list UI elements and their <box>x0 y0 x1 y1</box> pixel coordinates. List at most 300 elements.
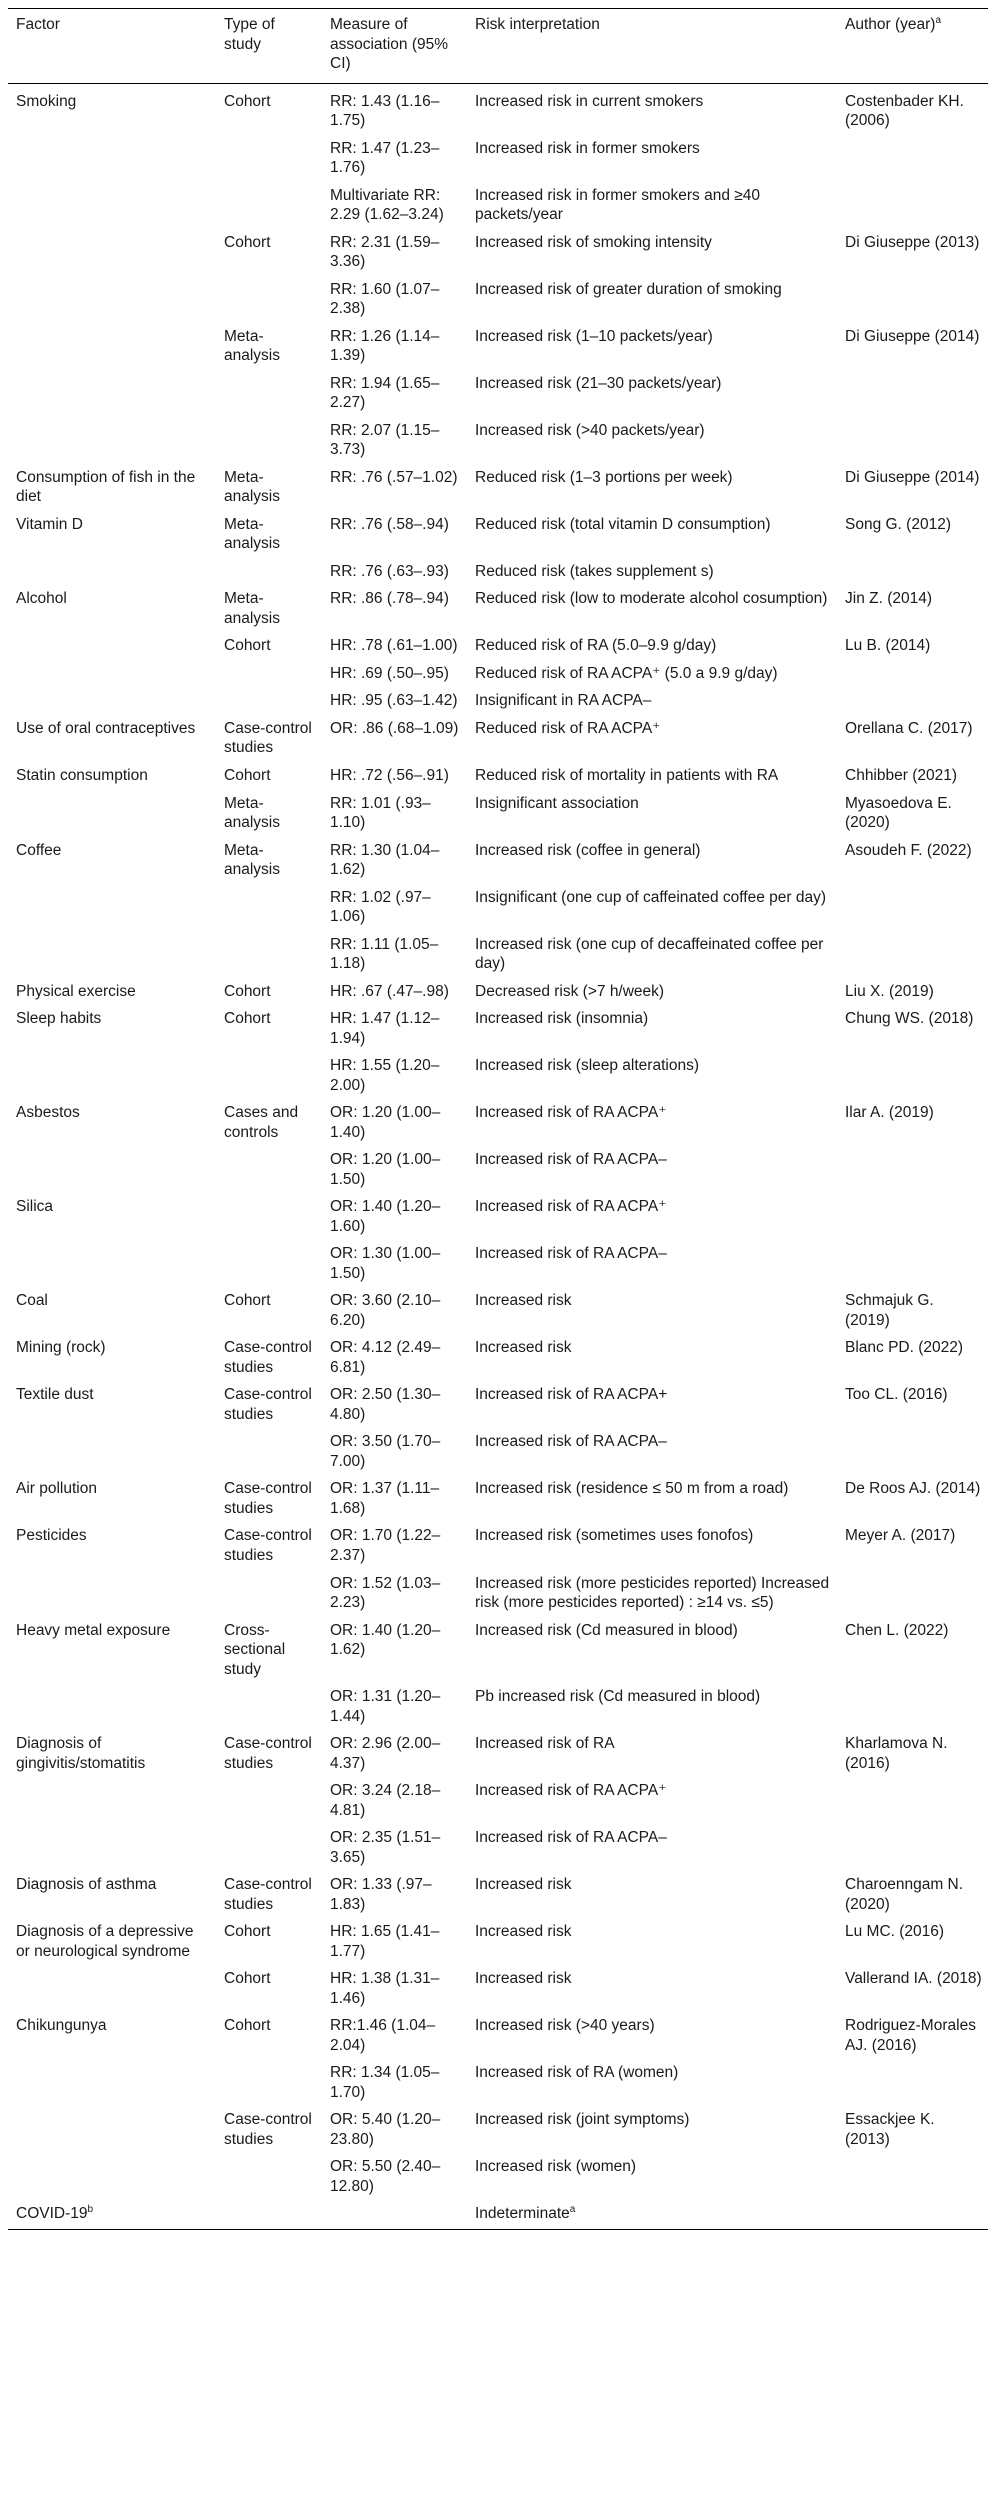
table-row <box>8 1288 988 1335</box>
cell-type-of-study <box>216 586 322 633</box>
cell-factor-text: Physical exercise <box>16 982 136 1000</box>
table-row <box>8 2107 988 2154</box>
cell-factor-text: Diagnosis of a depressive or neurological syndrome <box>16 1923 194 1960</box>
cell-risk-interpretation <box>467 979 837 1007</box>
table-row <box>8 1241 988 1288</box>
cell-risk-interpretation-text: Increased risk (one cup of decaffeinated coffee per day) <box>475 935 824 973</box>
table-row <box>8 1571 988 1618</box>
cell-type-of-study-text: Meta-analysis <box>224 590 280 627</box>
cell-factor <box>8 661 216 689</box>
cell-author-year-text: De Roos AJ. (2014) <box>845 1480 981 1498</box>
cell-risk-interpretation <box>467 2013 837 2060</box>
cell-factor <box>8 1825 216 1872</box>
cell-risk-interpretation-text: Reduced risk of mortality in patients with RA <box>475 766 779 784</box>
cell-risk-interpretation <box>467 661 837 689</box>
cell-factor <box>8 688 216 716</box>
cell-risk-interpretation <box>467 183 837 230</box>
cell-type-of-study <box>216 1335 322 1382</box>
cell-measure-text: RR: .86 (.78–.94) <box>330 590 449 608</box>
cell-author-year-text: Vallerand IA. (2018) <box>845 1970 982 1988</box>
cell-measure-text: Multivariate RR: 2.29 (1.62–3.24) <box>330 186 444 224</box>
cell-author-year <box>837 1872 988 1919</box>
cell-measure-text: HR: .72 (.56–.91) <box>330 766 449 784</box>
cell-author-year <box>837 932 988 979</box>
cell-type-of-study <box>216 2107 322 2154</box>
cell-author-year <box>837 1618 988 1685</box>
cell-measure <box>322 1919 467 1966</box>
cell-risk-interpretation-text: Increased risk (more pesticides reported) Increased risk (more pesticides reported) : ≥14 vs. ≤5) <box>475 1574 830 1612</box>
cell-risk-interpretation-text: Increased risk in former smokers and ≥40 packets/year <box>475 186 761 224</box>
cell-type-of-study <box>216 1194 322 1241</box>
cell-measure-text: OR: 1.37 (1.11–1.68) <box>330 1480 440 1517</box>
cell-risk-interpretation <box>467 838 837 885</box>
cell-author-year-text: Costenbader KH. (2006) <box>845 92 964 130</box>
cell-author-year <box>837 763 988 791</box>
cell-measure-text: OR: 1.70 (1.22–2.37) <box>330 1527 441 1564</box>
table-row <box>8 716 988 763</box>
cell-author-year <box>837 559 988 587</box>
cell-factor <box>8 83 216 136</box>
cell-measure <box>322 1147 467 1194</box>
cell-factor <box>8 1429 216 1476</box>
cell-factor <box>8 559 216 587</box>
cell-risk-interpretation <box>467 324 837 371</box>
cell-measure-text: OR: 1.40 (1.20–1.60) <box>330 1198 441 1235</box>
cell-factor <box>8 1053 216 1100</box>
cell-risk-interpretation <box>467 1241 837 1288</box>
cell-author-year-text: Orellana C. (2017) <box>845 719 973 737</box>
cell-factor <box>8 1476 216 1523</box>
cell-type-of-study <box>216 1731 322 1778</box>
cell-measure-text: RR: 1.01 (.93–1.10) <box>330 794 431 832</box>
cell-type-of-study <box>216 1778 322 1825</box>
cell-author-year <box>837 885 988 932</box>
cell-type-of-study <box>216 763 322 791</box>
table-row <box>8 1429 988 1476</box>
table-row <box>8 661 988 689</box>
table-row <box>8 512 988 559</box>
cell-measure <box>322 559 467 587</box>
cell-author-year <box>837 1288 988 1335</box>
cell-risk-interpretation-text: Increased risk in current smokers <box>475 92 704 110</box>
cell-risk-interpretation <box>467 230 837 277</box>
cell-type-of-study <box>216 1966 322 2013</box>
cell-measure <box>322 2201 467 2229</box>
cell-type-of-study <box>216 979 322 1007</box>
cell-author-year-text: Chen L. (2022) <box>845 1621 949 1639</box>
cell-measure-text: OR: 4.12 (2.49–6.81) <box>330 1339 441 1376</box>
cell-author-year <box>837 1053 988 1100</box>
cell-factor <box>8 1194 216 1241</box>
cell-type-of-study <box>216 1684 322 1731</box>
cell-risk-interpretation <box>467 1382 837 1429</box>
cell-factor <box>8 763 216 791</box>
cell-type-of-study <box>216 1523 322 1570</box>
cell-author-year-text: Di Giuseppe (2014) <box>845 468 980 486</box>
cell-type-of-study-text: Meta-analysis <box>224 841 280 879</box>
cell-type-of-study <box>216 83 322 136</box>
cell-type-of-study <box>216 2201 322 2229</box>
cell-risk-interpretation-text: Increased risk (1–10 packets/year) <box>475 327 713 345</box>
cell-measure-text: RR: 2.07 (1.15–3.73) <box>330 421 440 459</box>
cell-author-year <box>837 2013 988 2060</box>
cell-factor-text: Use of oral contraceptives <box>16 719 196 737</box>
cell-factor-text: Pesticides <box>16 1527 87 1545</box>
cell-measure-text: OR: 1.52 (1.03–2.23) <box>330 1574 441 1612</box>
cell-type-of-study <box>216 418 322 465</box>
cell-factor-text: Asbestos <box>16 1104 80 1122</box>
cell-risk-interpretation-text: Pb increased risk (Cd measured in blood) <box>475 1688 761 1706</box>
cell-measure <box>322 763 467 791</box>
table-row <box>8 979 988 1007</box>
table-row <box>8 1382 988 1429</box>
cell-risk-interpretation-text: Increased risk <box>475 1970 572 1988</box>
cell-type-of-study <box>216 1382 322 1429</box>
cell-measure-text: RR: 2.31 (1.59–3.36) <box>330 233 440 271</box>
cell-measure <box>322 1194 467 1241</box>
footnote-marker: a <box>569 2204 576 2216</box>
cell-risk-interpretation-text: Increased risk (>40 packets/year) <box>475 421 705 439</box>
table-row <box>8 2060 988 2107</box>
cell-author-year <box>837 1966 988 2013</box>
cell-risk-interpretation <box>467 1825 837 1872</box>
cell-factor <box>8 465 216 512</box>
cell-measure-text: RR: 1.60 (1.07–2.38) <box>330 280 440 318</box>
cell-measure <box>322 1966 467 2013</box>
cell-author-year <box>837 324 988 371</box>
cell-risk-interpretation-text: Reduced risk (low to moderate alcohol cosumption) <box>475 590 828 608</box>
cell-type-of-study-text: Case-control studies <box>224 1480 312 1517</box>
table-row <box>8 1872 988 1919</box>
cell-measure-text: RR: 1.43 (1.16–1.75) <box>330 92 440 130</box>
cell-measure-text: OR: 1.20 (1.00–1.40) <box>330 1104 441 1141</box>
cell-type-of-study <box>216 183 322 230</box>
cell-risk-interpretation-text: Insignificant (one cup of caffeinated coffee per day) <box>475 888 826 906</box>
cell-author-year <box>837 2201 988 2229</box>
cell-author-year <box>837 586 988 633</box>
cell-measure-text: RR: .76 (.58–.94) <box>330 515 449 533</box>
cell-risk-interpretation-text: Increased risk (insomnia) <box>475 1010 649 1028</box>
cell-risk-interpretation <box>467 1966 837 2013</box>
header-type-of-study: Type of study <box>216 9 322 84</box>
cell-measure <box>322 1825 467 1872</box>
cell-author-year <box>837 1382 988 1429</box>
cell-risk-interpretation <box>467 586 837 633</box>
cell-measure <box>322 2013 467 2060</box>
cell-factor <box>8 2201 216 2229</box>
cell-risk-interpretation <box>467 1053 837 1100</box>
cell-measure-text: RR: .76 (.57–1.02) <box>330 468 458 486</box>
cell-measure <box>322 1571 467 1618</box>
cell-factor <box>8 1966 216 2013</box>
cell-factor <box>8 1684 216 1731</box>
cell-risk-interpretation-text: Increased risk (women) <box>475 2158 637 2176</box>
cell-risk-interpretation <box>467 512 837 559</box>
cell-risk-interpretation-text: Increased risk of RA ACPA⁺ <box>475 1198 667 1216</box>
cell-measure <box>322 1053 467 1100</box>
cell-risk-interpretation <box>467 1476 837 1523</box>
cell-factor-text: Textile dust <box>16 1386 94 1404</box>
footnote-marker: b <box>87 2204 94 2216</box>
cell-measure <box>322 1100 467 1147</box>
cell-risk-interpretation <box>467 277 837 324</box>
cell-risk-interpretation-text: Reduced risk (takes supplement s) <box>475 562 714 580</box>
cell-author-year <box>837 1731 988 1778</box>
cell-author-year <box>837 418 988 465</box>
table-row <box>8 1966 988 2013</box>
cell-risk-interpretation-text: Increased risk of RA (women) <box>475 2064 679 2082</box>
cell-measure <box>322 1778 467 1825</box>
table-row <box>8 586 988 633</box>
cell-factor <box>8 230 216 277</box>
cell-risk-interpretation <box>467 465 837 512</box>
cell-risk-interpretation-text: Increased risk (joint symptoms) <box>475 2111 690 2129</box>
cell-risk-interpretation <box>467 1100 837 1147</box>
cell-measure <box>322 1429 467 1476</box>
cell-risk-interpretation-text: Indeterminate <box>475 2205 570 2223</box>
cell-factor <box>8 791 216 838</box>
cell-risk-interpretation <box>467 1194 837 1241</box>
cell-type-of-study <box>216 932 322 979</box>
cell-author-year <box>837 465 988 512</box>
cell-author-year <box>837 1006 988 1053</box>
cell-type-of-study <box>216 1618 322 1685</box>
cell-type-of-study-text: Case-control studies <box>224 1735 312 1772</box>
cell-author-year <box>837 979 988 1007</box>
cell-author-year-text: Essackjee K. (2013) <box>845 2111 935 2148</box>
cell-factor <box>8 2154 216 2201</box>
cell-measure-text: RR: 1.30 (1.04–1.62) <box>330 841 440 879</box>
cell-measure-text: RR: 1.94 (1.65–2.27) <box>330 374 440 412</box>
table-row <box>8 791 988 838</box>
cell-measure <box>322 838 467 885</box>
cell-factor <box>8 1100 216 1147</box>
cell-author-year <box>837 838 988 885</box>
cell-factor <box>8 1731 216 1778</box>
cell-risk-interpretation-text: Increased risk in former smokers <box>475 139 700 157</box>
cell-measure-text: OR: 1.33 (.97–1.83) <box>330 1876 432 1913</box>
cell-factor <box>8 512 216 559</box>
cell-measure <box>322 418 467 465</box>
cell-type-of-study <box>216 2060 322 2107</box>
cell-risk-interpretation-text: Increased risk (sleep alterations) <box>475 1057 699 1075</box>
cell-measure-text: OR: 2.50 (1.30–4.80) <box>330 1386 441 1423</box>
cell-risk-interpretation <box>467 2060 837 2107</box>
cell-measure-text: OR: .86 (.68–1.09) <box>330 719 459 737</box>
cell-risk-interpretation <box>467 2107 837 2154</box>
cell-type-of-study-text: Cases and controls <box>224 1104 299 1141</box>
cell-risk-interpretation-text: Reduced risk of RA ACPA⁺ (5.0 a 9.9 g/day) <box>475 664 778 682</box>
cell-author-year-text: Chung WS. (2018) <box>845 1010 974 1028</box>
cell-risk-interpretation-text: Increased risk of RA ACPA– <box>475 1151 667 1169</box>
cell-risk-interpretation <box>467 2201 837 2229</box>
cell-type-of-study-text: Case-control studies <box>224 1386 312 1423</box>
cell-risk-interpretation-text: Insignificant association <box>475 794 639 812</box>
cell-risk-interpretation <box>467 1429 837 1476</box>
cell-type-of-study-text: Cohort <box>224 1010 271 1028</box>
cell-author-year <box>837 716 988 763</box>
cell-factor <box>8 1288 216 1335</box>
table-body <box>8 83 988 2229</box>
cell-factor <box>8 2013 216 2060</box>
cell-risk-interpretation-text: Decreased risk (>7 h/week) <box>475 982 665 1000</box>
cell-type-of-study <box>216 1919 322 1966</box>
cell-factor-text: Coffee <box>16 841 62 859</box>
cell-author-year <box>837 1100 988 1147</box>
cell-factor <box>8 1778 216 1825</box>
cell-risk-interpretation-text: Increased risk of RA ACPA– <box>475 1245 667 1263</box>
cell-measure-text: HR: 1.47 (1.12–1.94) <box>330 1010 440 1047</box>
cell-factor-text: Diagnosis of asthma <box>16 1876 157 1894</box>
cell-type-of-study-text: Cross-sectional study <box>224 1621 286 1678</box>
cell-measure-text: RR: 1.47 (1.23–1.76) <box>330 139 440 177</box>
table-row <box>8 1194 988 1241</box>
cell-factor <box>8 371 216 418</box>
cell-risk-interpretation <box>467 1872 837 1919</box>
cell-author-year <box>837 1241 988 1288</box>
cell-risk-interpretation-text: Increased risk of RA <box>475 1735 615 1753</box>
cell-risk-interpretation <box>467 1571 837 1618</box>
table-row <box>8 2013 988 2060</box>
cell-risk-interpretation-text: Increased risk (>40 years) <box>475 2017 655 2035</box>
cell-measure-text: RR: 1.34 (1.05–1.70) <box>330 2064 440 2101</box>
cell-factor <box>8 885 216 932</box>
cell-risk-interpretation-text: Increased risk (Cd measured in blood) <box>475 1621 738 1639</box>
cell-type-of-study <box>216 465 322 512</box>
cell-measure-text: OR: 1.20 (1.00–1.50) <box>330 1151 441 1188</box>
cell-measure <box>322 230 467 277</box>
cell-author-year <box>837 1919 988 1966</box>
cell-factor-text: Mining (rock) <box>16 1339 106 1357</box>
cell-measure <box>322 586 467 633</box>
cell-type-of-study <box>216 885 322 932</box>
cell-measure-text: OR: 3.50 (1.70–7.00) <box>330 1433 441 1470</box>
cell-author-year <box>837 1523 988 1570</box>
cell-type-of-study-text: Case-control studies <box>224 2111 312 2148</box>
cell-measure-text: OR: 2.35 (1.51–3.65) <box>330 1829 441 1866</box>
table-row <box>8 688 988 716</box>
cell-measure <box>322 791 467 838</box>
cell-risk-interpretation-text: Increased risk (21–30 packets/year) <box>475 374 722 392</box>
cell-factor <box>8 1147 216 1194</box>
header-measure: Measure of association (95% CI) <box>322 9 467 84</box>
cell-type-of-study-text: Case-control studies <box>224 1339 312 1376</box>
cell-type-of-study-text: Cohort <box>224 982 271 1000</box>
cell-risk-interpretation-text: Increased risk of RA ACPA⁺ <box>475 1782 667 1800</box>
cell-factor <box>8 1919 216 1966</box>
cell-type-of-study <box>216 1825 322 1872</box>
cell-author-year <box>837 1825 988 1872</box>
cell-type-of-study <box>216 2013 322 2060</box>
cell-author-year <box>837 791 988 838</box>
cell-type-of-study <box>216 1429 322 1476</box>
cell-author-year-text: Lu B. (2014) <box>845 637 931 655</box>
table-row <box>8 932 988 979</box>
cell-risk-interpretation <box>467 559 837 587</box>
cell-author-year <box>837 2154 988 2201</box>
table-row <box>8 2201 988 2229</box>
cell-factor-text: Statin consumption <box>16 766 148 784</box>
cell-author-year-text: Too CL. (2016) <box>845 1386 948 1404</box>
cell-measure-text: OR: 5.50 (2.40–12.80) <box>330 2158 441 2195</box>
cell-author-year <box>837 230 988 277</box>
cell-factor <box>8 1006 216 1053</box>
cell-risk-interpretation <box>467 1684 837 1731</box>
cell-type-of-study <box>216 1571 322 1618</box>
cell-type-of-study-text: Cohort <box>224 1292 271 1310</box>
cell-measure <box>322 1476 467 1523</box>
cell-factor-text: Alcohol <box>16 590 67 608</box>
cell-measure <box>322 136 467 183</box>
cell-factor <box>8 1872 216 1919</box>
cell-measure <box>322 183 467 230</box>
cell-author-year <box>837 661 988 689</box>
cell-risk-interpretation-text: Increased risk of RA ACPA+ <box>475 1386 668 1404</box>
cell-author-year <box>837 136 988 183</box>
cell-type-of-study <box>216 1147 322 1194</box>
cell-author-year <box>837 1476 988 1523</box>
cell-measure <box>322 465 467 512</box>
cell-type-of-study-text: Meta-analysis <box>224 794 280 832</box>
cell-measure <box>322 2107 467 2154</box>
table-row <box>8 1476 988 1523</box>
cell-factor-text: Sleep habits <box>16 1010 102 1028</box>
header-author-footnote: a <box>935 14 942 26</box>
cell-type-of-study <box>216 1872 322 1919</box>
cell-author-year <box>837 1147 988 1194</box>
cell-type-of-study <box>216 1476 322 1523</box>
table-header <box>8 9 988 84</box>
cell-author-year <box>837 688 988 716</box>
cell-factor <box>8 586 216 633</box>
cell-risk-interpretation-text: Increased risk (residence ≤ 50 m from a road) <box>475 1480 789 1498</box>
cell-type-of-study <box>216 1241 322 1288</box>
cell-risk-interpretation-text: Increased risk <box>475 1876 572 1894</box>
cell-risk-interpretation-text: Increased risk <box>475 1923 572 1941</box>
cell-measure-text: RR: 1.11 (1.05–1.18) <box>330 935 439 973</box>
cell-factor <box>8 1382 216 1429</box>
risk-factors-table <box>8 8 988 2230</box>
cell-measure-text: OR: 3.24 (2.18–4.81) <box>330 1782 441 1819</box>
cell-factor <box>8 838 216 885</box>
cell-measure <box>322 979 467 1007</box>
cell-risk-interpretation <box>467 633 837 661</box>
table-row <box>8 1684 988 1731</box>
cell-type-of-study <box>216 838 322 885</box>
cell-author-year-text: Meyer A. (2017) <box>845 1527 956 1545</box>
cell-measure-text: HR: 1.65 (1.41–1.77) <box>330 1923 440 1960</box>
cell-risk-interpretation <box>467 371 837 418</box>
cell-measure-text: HR: .69 (.50–.95) <box>330 664 449 682</box>
cell-risk-interpretation-text: Increased risk of greater duration of smoking <box>475 280 782 298</box>
cell-measure-text: HR: .67 (.47–.98) <box>330 982 449 1000</box>
cell-measure <box>322 1731 467 1778</box>
table-row <box>8 324 988 371</box>
cell-type-of-study-text: Meta-analysis <box>224 468 280 506</box>
cell-measure <box>322 1006 467 1053</box>
cell-type-of-study <box>216 1006 322 1053</box>
cell-measure <box>322 633 467 661</box>
cell-factor-text: Chikungunya <box>16 2017 107 2035</box>
table-row <box>8 885 988 932</box>
cell-type-of-study <box>216 1053 322 1100</box>
cell-author-year-text: Blanc PD. (2022) <box>845 1339 964 1357</box>
cell-factor-text: Air pollution <box>16 1480 97 1498</box>
cell-author-year-text: Kharlamova N. (2016) <box>845 1735 948 1772</box>
cell-measure-text: OR: 1.40 (1.20–1.62) <box>330 1621 441 1659</box>
cell-type-of-study-text: Meta-analysis <box>224 327 280 365</box>
cell-risk-interpretation <box>467 1919 837 1966</box>
